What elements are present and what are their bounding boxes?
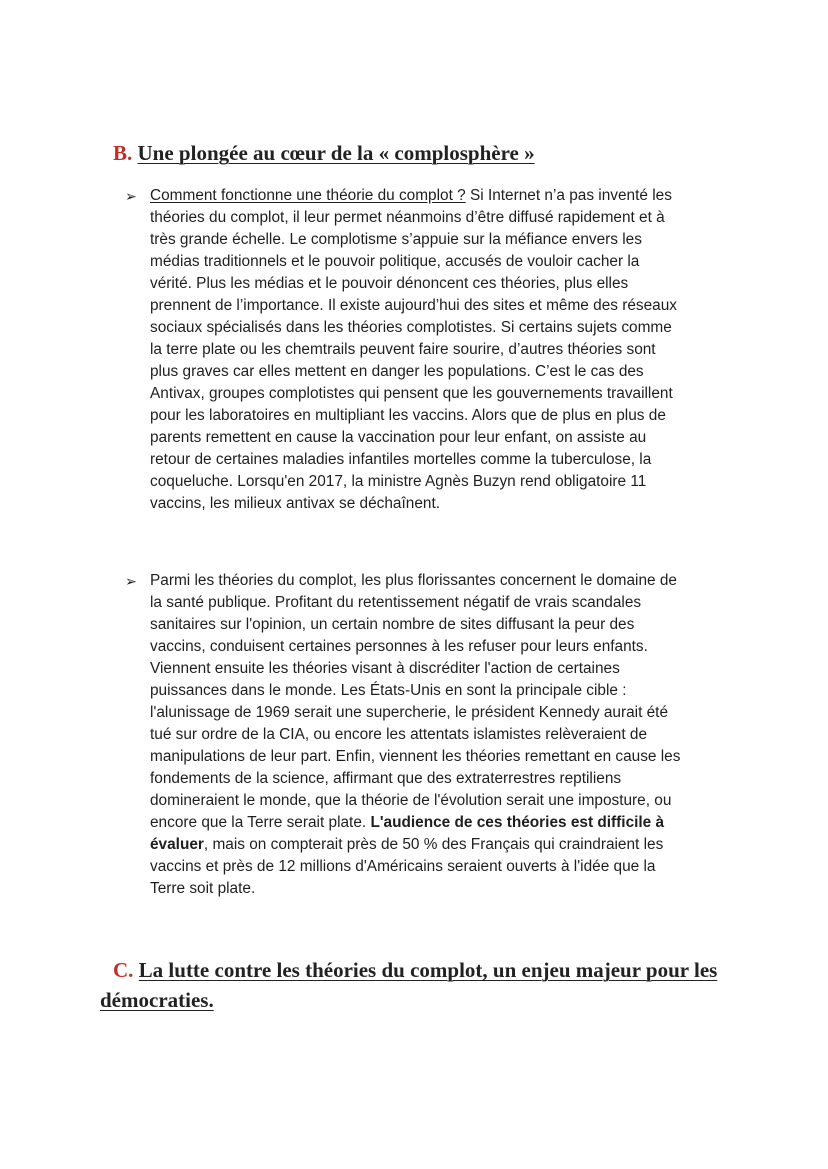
- bullet-2-line: puissances dans le monde. Les États-Unis en sont la principale cible :: [150, 682, 627, 699]
- bullet-2-line: sanitaires sur l'opinion, un certain nombre de sites diffusant la peur des: [150, 616, 635, 633]
- bullet-1-line: pour les laboratoires en multipliant les vaccins. Alors que de plus en plus de: [150, 407, 666, 424]
- bullet-1-line: sociaux spécialisés dans les théories complotistes. Si certains sujets comme: [150, 319, 672, 336]
- bullet-1-line-1-rest: Si Internet n’a pas inventé les: [465, 187, 672, 204]
- bullet-1-line: théories du complot, il leur permet néanmoins d’être diffusé rapidement et à: [150, 209, 665, 226]
- bullet-2-line: [150, 834, 740, 856]
- bullet-1-line: retour de certaines maladies infantiles mortelles comme la tuberculose, la: [150, 451, 652, 468]
- section-b-letter: B.: [113, 141, 133, 165]
- section-c-heading: [100, 955, 740, 1015]
- section-b-title: Une plongée au cœur de la « complosphère »: [137, 141, 535, 165]
- bullet-2-line: [150, 812, 740, 834]
- bullet-1-line: prennent de l’importance. Il existe aujourd’hui des sites et même des réseaux: [150, 297, 677, 314]
- bullet-2-line: tué sur ordre de la CIA, ou encore les attentats islamistes relèveraient de: [150, 726, 648, 743]
- section-c-title: La lutte contre les théories du complot, un enjeu majeur pour les démocraties.: [100, 958, 718, 1012]
- bullet-2-line: Terre soit plate.: [150, 880, 256, 897]
- bullet-2-line: la santé publique. Profitant du retentissement négatif de vrais scandales: [150, 594, 642, 611]
- arrow-bullet-icon: ➢: [125, 188, 137, 204]
- bullet-2-line: vaccins et près de 12 millions d'Américains seraient ouverts à l'idée que la: [150, 858, 656, 875]
- bullet-2-body: [150, 570, 740, 900]
- bullet-2-line-12-bold: L'audience de ces théories est difficile à: [370, 814, 665, 831]
- bullet-1-line: vérité. Plus les médias et le pouvoir dénoncent ces théories, plus elles: [150, 275, 629, 292]
- bullet-1-line: la terre plate ou les chemtrails peuvent faire sourire, d’autres théories sont: [150, 341, 656, 358]
- bullet-2-line: Viennent ensuite les théories visant à discréditer l'action de certaines: [150, 660, 620, 677]
- bullet-1-lead: Comment fonctionne une théorie du complot ?: [150, 187, 466, 204]
- bullet-2-line: fondements de la science, affirmant que des extraterrestres reptiliens: [150, 770, 622, 787]
- bullet-1-line: très grande échelle. Le complotisme s’appuie sur la méfiance envers les: [150, 231, 642, 248]
- bullet-2-line: domineraient le monde, que la théorie de l'évolution serait une imposture, ou: [150, 792, 672, 809]
- bullet-2-line: manipulations de leur part. Enfin, viennent les théories remettant en cause les: [150, 748, 681, 765]
- bullet-1-line: médias traditionnels et le pouvoir politique, accusés de vouloir cacher la: [150, 253, 640, 270]
- bullet-1-line: plus graves car elles mettent en danger les populations. C’est le cas des: [150, 363, 644, 380]
- bullet-1-line: parents remettent en cause la vaccination pour leur enfant, on assiste au: [150, 429, 647, 446]
- bullet-2-line: l'alunissage de 1969 serait une supercherie, le président Kennedy aurait été: [150, 704, 669, 721]
- bullet-2-line-13-text: , mais on compterait près de 50 % des Français qui craindraient les: [203, 836, 664, 853]
- bullet-2-line-13-bold: évaluer: [150, 836, 204, 853]
- section-b-heading: [113, 138, 733, 168]
- bullet-2-line-12-text: encore que la Terre serait plate.: [150, 814, 371, 831]
- section-c-letter: C.: [113, 958, 134, 982]
- bullet-1-line-1: [150, 185, 740, 207]
- arrow-bullet-icon: ➢: [125, 573, 137, 589]
- bullet-paragraph-2: [125, 570, 740, 900]
- bullet-2-line: vaccins, conduisent certaines personnes à les refuser pour leurs enfants.: [150, 638, 648, 655]
- bullet-1-body: [150, 185, 740, 515]
- bullet-1-line: vaccins, les milieux antivax se déchaînent.: [150, 495, 441, 512]
- bullet-1-line: coqueluche. Lorsqu'en 2017, la ministre Agnès Buzyn rend obligatoire 11: [150, 473, 647, 490]
- bullet-1-line: Antivax, groupes complotistes qui pensent que les gouvernements travaillent: [150, 385, 673, 402]
- bullet-2-line: Parmi les théories du complot, les plus florissantes concernent le domaine de: [150, 572, 677, 589]
- bullet-paragraph-1: [125, 185, 740, 515]
